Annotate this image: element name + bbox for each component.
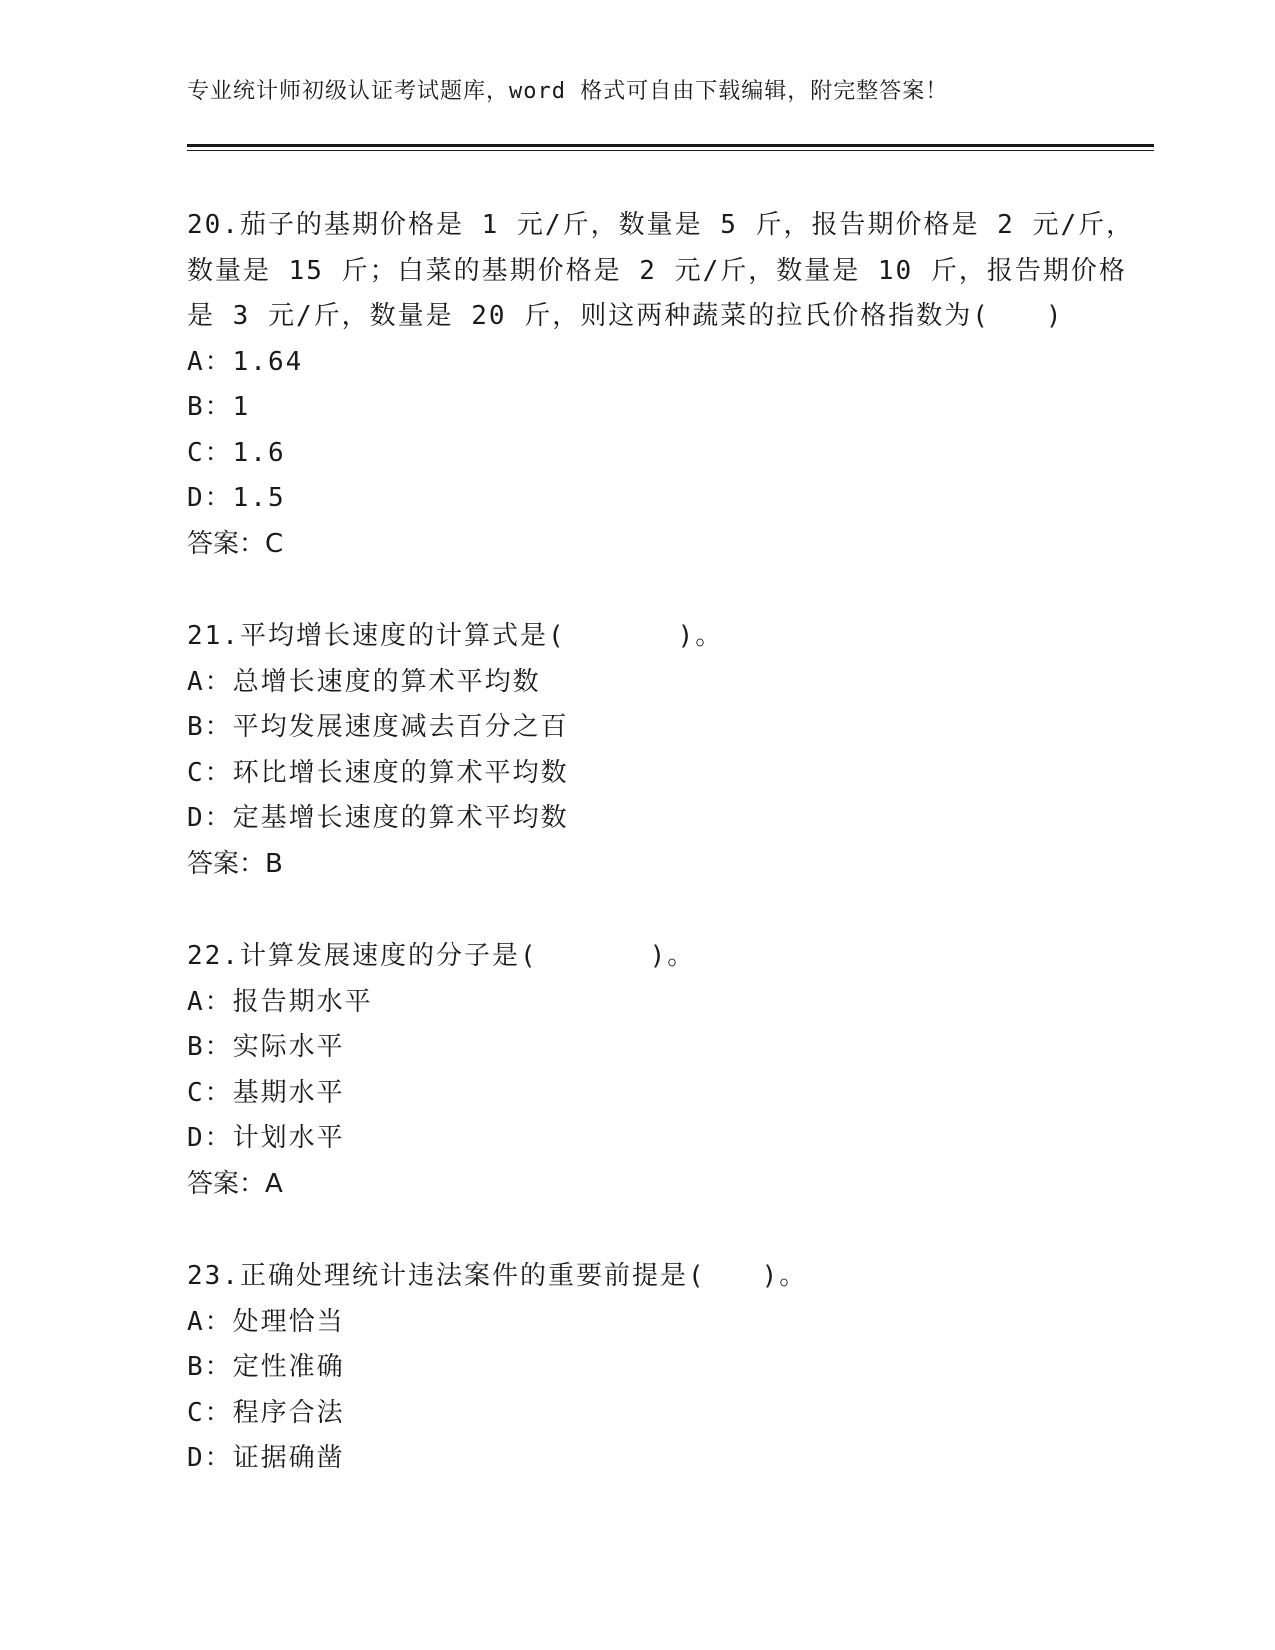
- option-key: C：: [187, 1077, 233, 1108]
- option-key: A：: [187, 986, 233, 1017]
- option-text: 计划水平: [232, 1123, 345, 1153]
- option-key: D：: [187, 1443, 233, 1473]
- answer-line: 答案：C: [187, 528, 284, 559]
- header-rule-thin: [187, 150, 1154, 151]
- option-text: 1.6: [232, 437, 286, 468]
- option-key: C：: [187, 1397, 233, 1428]
- option-d: [187, 476, 1087, 522]
- option-c: [187, 1071, 1087, 1117]
- option-key: D：: [187, 1123, 233, 1153]
- option-d: [187, 796, 1087, 842]
- option-key: A：: [187, 1306, 233, 1337]
- option-key: D：: [187, 803, 233, 833]
- question-stem-line: 23.正确处理统计违法案件的重要前提是( )。: [187, 1261, 808, 1291]
- option-key: B：: [187, 1352, 233, 1382]
- option-key: B：: [187, 392, 233, 422]
- question-23: [187, 1254, 1087, 1482]
- option-text: 报告期水平: [232, 986, 373, 1017]
- page-header: 专业统计师初级认证考试题库，word 格式可自由下载编辑，附完整答案！: [187, 79, 949, 104]
- option-key: A：: [187, 666, 233, 697]
- option-b: [187, 705, 1087, 751]
- question-list: [187, 203, 1135, 1529]
- option-b: [187, 1345, 1087, 1391]
- question-stem-line: 22.计算发展速度的分子是( )。: [187, 941, 696, 971]
- answer-line: 答案：A: [187, 1168, 283, 1199]
- option-text: 1.64: [232, 346, 304, 377]
- option-b: [187, 385, 1087, 431]
- option-a: [187, 1300, 1087, 1346]
- option-c: [187, 751, 1087, 797]
- option-key: A：: [187, 346, 233, 377]
- question-stem-line: 是 3 元/斤，数量是 20 斤，则这两种蔬菜的拉氏价格指数为( ): [187, 301, 1064, 331]
- question-20: [187, 203, 1135, 567]
- option-b: [187, 1025, 1087, 1071]
- question-stem-line: 21.平均增长速度的计算式是( )。: [187, 621, 724, 651]
- question-21: [187, 614, 1087, 887]
- option-key: D：: [187, 483, 233, 513]
- option-key: B：: [187, 712, 233, 742]
- option-text: 1: [232, 392, 251, 422]
- option-a: [187, 340, 1087, 386]
- header-rule-thick: [187, 144, 1154, 147]
- option-d: [187, 1436, 1087, 1482]
- option-key: C：: [187, 757, 233, 788]
- answer-line: 答案：B: [187, 848, 283, 879]
- option-text: 实际水平: [232, 1032, 345, 1062]
- option-text: 定基增长速度的算术平均数: [232, 803, 569, 833]
- option-key: B：: [187, 1032, 233, 1062]
- option-d: [187, 1116, 1087, 1162]
- option-text: 处理恰当: [232, 1306, 345, 1337]
- option-text: 程序合法: [232, 1397, 345, 1428]
- question-stem-line: 20.茄子的基期价格是 1 元/斤，数量是 5 斤，报告期价格是 2 元/斤，: [187, 210, 1135, 240]
- option-a: [187, 660, 1087, 706]
- option-text: 总增长速度的算术平均数: [232, 666, 541, 697]
- question-stem-line: 数量是 15 斤；白菜的基期价格是 2 元/斤，数量是 10 斤，报告期价格: [187, 255, 1127, 286]
- option-text: 证据确凿: [232, 1443, 345, 1473]
- option-c: [187, 1391, 1087, 1437]
- option-key: C：: [187, 437, 233, 468]
- option-text: 基期水平: [232, 1077, 345, 1108]
- option-text: 1.5: [232, 483, 286, 513]
- option-text: 平均发展速度减去百分之百: [232, 712, 569, 742]
- option-text: 环比增长速度的算术平均数: [232, 757, 569, 788]
- question-22: [187, 934, 1087, 1207]
- option-text: 定性准确: [232, 1352, 345, 1382]
- option-a: [187, 980, 1087, 1026]
- option-c: [187, 431, 1087, 477]
